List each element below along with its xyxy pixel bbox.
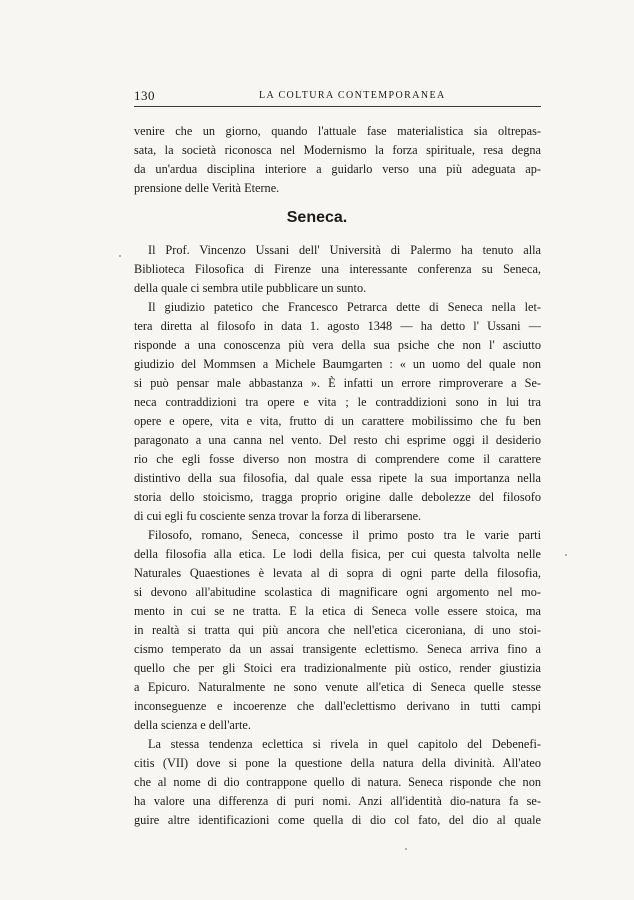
margin-mark [565, 554, 567, 556]
section-title: Seneca. [286, 209, 348, 226]
text-line: Naturales Quaestiones è levata al di sopra di ogni parte della filosofia, [134, 566, 541, 580]
text-line: distintivo della sua filosofia, dal quale essa ripete la sua importanza nella [134, 471, 541, 485]
text-line: a Epicuro. Naturalmente ne sono venute all'etica di Seneca quelle stesse [134, 680, 541, 694]
text-line: della filosofia alla etica. Le lodi della fisica, per cui questa talvolta nelle [134, 547, 541, 561]
margin-mark [405, 848, 407, 850]
text-line: di cui egli fu cosciente senza trovar la forza di liberarsene. [134, 509, 422, 523]
text-line: neca contraddizioni tra opere e vita ; le contraddizioni sono in lui tra [134, 395, 541, 409]
text-line: in realtà si tratta qui più ancora che nell'etica ciceroniana, di uno stoi- [134, 623, 541, 637]
text-line: tera diretta al filosofo in data 1. agosto 1348 — ha detto l' Ussani — [134, 319, 541, 333]
text-line: sata, la società riconosca nel Modernismo la forza spirituale, resa degna [134, 143, 541, 157]
header-rule [134, 106, 541, 107]
text-line: rio che egli fosse diverso non mostra di comprendere come il carattere [134, 452, 541, 466]
text-line: opere e opere, vita e vita, frutto di un carattere mobilissimo che fu ben [134, 414, 541, 428]
text-line: risponde a una conoscenza più vera della sua psiche che non l' asciutto [134, 338, 541, 352]
running-header [134, 88, 541, 106]
text-line: Filosofo, romano, Seneca, concesse il primo posto tra le varie parti [148, 528, 541, 542]
text-line: citis (VII) dove si pone la questione della natura della divinità. All'ateo [134, 756, 541, 770]
text-line: che al nome di dio contrappone quello di natura. Seneca risponde che non [134, 775, 541, 789]
margin-mark [119, 255, 121, 257]
text-line: quello che per gli Stoici era tradizionalmente più ostico, render giustizia [134, 661, 541, 675]
text-line: giudizio del Mommsen a Michele Baumgarten : « un uomo del quale non [134, 357, 541, 371]
text-line: storia dello stoicismo, tragga proprio origine dalle debolezze del filosofo [134, 490, 541, 504]
text-line: mento in cui se ne tratta. E la etica di Seneca volle essere stoica, ma [134, 604, 541, 618]
page-number: 130 [134, 88, 155, 103]
text-line: cismo temperato da un assai transigente eclettismo. Seneca arriva fino a [134, 642, 541, 656]
running-title: LA COLTURA CONTEMPORANEA [259, 90, 446, 101]
text-line: ha valore una differenza di puri nomi. Anzi all'identità dio-natura fa se- [134, 794, 541, 808]
text-line: guire altre identificazioni come quella di dio col fato, del dio al quale [134, 813, 541, 827]
text-line: si devono all'abitudine scolastica di magnificare ogni argomento nel mo- [134, 585, 541, 599]
text-line: Biblioteca Filosofica di Firenze una interessante conferenza su Seneca, [134, 262, 541, 276]
text-line: da un'ardua disciplina interiore a guidarlo verso una più adeguata ap- [134, 162, 541, 176]
text-line: paragonato a una canna nel vento. Del resto chi esprime oggi il desiderio [134, 433, 541, 447]
text-line: della quale ci sembra utile pubblicare un sunto. [134, 281, 367, 295]
text-line: prensione delle Verità Eterne. [134, 181, 280, 195]
text-line: La stessa tendenza eclettica si rivela in quel capitolo del Debenefi- [148, 737, 541, 751]
text-line: Il giudizio patetico che Francesco Petrarca dette di Seneca nella let- [148, 300, 541, 314]
text-line: Il Prof. Vincenzo Ussani dell' Università di Palermo ha tenuto alla [148, 243, 541, 257]
text-line: si può pensar male abbastanza ». È infatti un errore rimproverare a Se- [134, 376, 541, 390]
text-line: venire che un giorno, quando l'attuale fase materialistica sia oltrepas- [134, 124, 541, 138]
text-line: della scienza e dell'arte. [134, 718, 251, 732]
text-line: inconseguenze e incoerenze che dall'eclettismo derivano in tutti campi [134, 699, 541, 713]
